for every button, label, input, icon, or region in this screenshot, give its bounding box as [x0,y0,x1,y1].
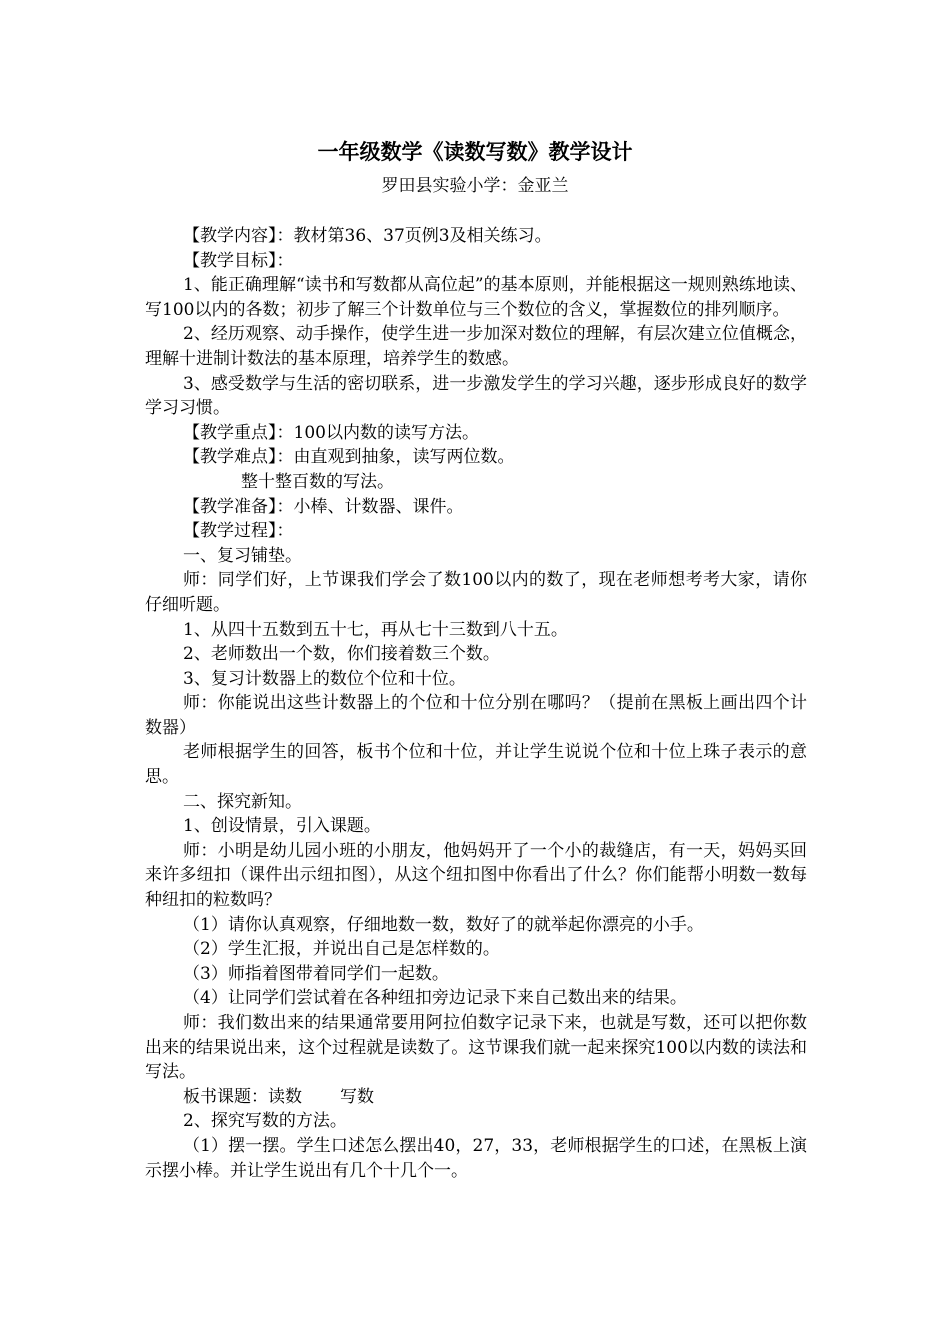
paragraph-teacher-summary: 师：我们数出来的结果通常要用阿拉伯数字记录下来，也就是写数，还可以把你数出来的结果说出来，这个过程就是读数了。这节课我们就一起来探究100以内数的读法和写法。 [145,1013,807,1083]
paragraph-section-review: 一、复习铺垫。 [183,545,302,566]
paragraph-review-3: 3、复习计数器上的数位个位和十位。 [183,668,466,689]
paragraph-step-2: （2）学生汇报，并说出自己是怎样数的。 [183,939,500,960]
paragraph-review-1: 1、从四十五数到五十七，再从七十三数到八十五。 [183,619,568,640]
paragraph-step-4: （4）让同学们尝试着在各种纽扣旁边记录下来自己数出来的结果。 [183,988,687,1009]
paragraph-review-2: 2、老师数出一个数，你们接着数三个数。 [183,644,500,665]
paragraph-teacher-board: 老师根据学生的回答，板书个位和十位，并让学生说说个位和十位上珠子表示的意思。 [145,742,807,788]
board-title-read: 板书课题：读数 [183,1086,302,1107]
document-author: 罗田县实验小学：金亚兰 [381,176,569,196]
paragraph-explore-2: 2、探究写数的方法。 [183,1111,347,1132]
paragraph-teacher-intro: 师：同学们好，上节课我们学会了数100以内的数了，现在老师想考考大家，请你仔细听题。 [145,570,807,615]
paragraph-preparation: 【教学准备】：小棒、计数器、课件。 [183,496,464,517]
paragraph-explore-1: 1、创设情景，引入课题。 [183,816,381,837]
paragraph-arrange: （1）摆一摆。学生口述怎么摆出40，27，33，老师根据学生的口述，在黑板上演示摆小棒。并让学生说出有几个十几个一。 [145,1135,807,1181]
paragraph-section-explore: 二、探究新知。 [183,791,302,812]
paragraph-board-title [145,1085,807,1110]
paragraph-step-1: （1）请你认真观察，仔细地数一数，数好了的就举起你漂亮的小手。 [183,914,704,935]
document-title: 一年级数学《读数写数》教学设计 [317,139,633,164]
paragraph-teaching-content: 【教学内容】：教材第36、37页例3及相关练习。 [183,226,552,246]
document-body [145,224,807,1183]
paragraph-teaching-goals-heading: 【教学目标】： [183,250,294,271]
paragraph-goal-2: 2、经历观察、动手操作，使学生进一步加深对数位的理解，有层次建立位值概念，理解十进制计数法的基本原理，培养学生的数感。 [145,324,807,369]
paragraph-key-points: 【教学重点】：100以内数的读写方法。 [183,422,479,443]
paragraph-difficulties-continued: 整十整百数的写法。 [241,471,394,492]
board-title-write: 写数 [340,1086,374,1107]
paragraph-teacher-question: 师：你能说出这些计数器上的个位和十位分别在哪吗？（提前在黑板上画出四个计数器） [145,693,807,738]
paragraph-teacher-story: 师：小明是幼儿园小班的小朋友，他妈妈开了一个小的裁缝店，有一天，妈妈买回来许多纽扣（课件出示纽扣图），从这个纽扣图中你看出了什么？你们能帮小明数一数每种纽扣的粒数吗？ [145,840,807,911]
paragraph-goal-1: 1、能正确理解“读书和写数都从高位起”的基本原则，并能根据这一规则熟练地读、写100以内的各数；初步了解三个计数单位与三个数位的含义，掌握数位的排列顺序。 [145,275,807,320]
paragraph-process-heading: 【教学过程】： [183,521,294,542]
paragraph-step-3: （3）师指着图带着同学们一起数。 [183,963,449,984]
paragraph-difficulties: 【教学难点】：由直观到抽象，读写两位数。 [183,447,515,468]
paragraph-goal-3: 3、感受数学与生活的密切联系，进一步激发学生的学习兴趣，逐步形成良好的数学学习习惯。 [145,373,807,419]
